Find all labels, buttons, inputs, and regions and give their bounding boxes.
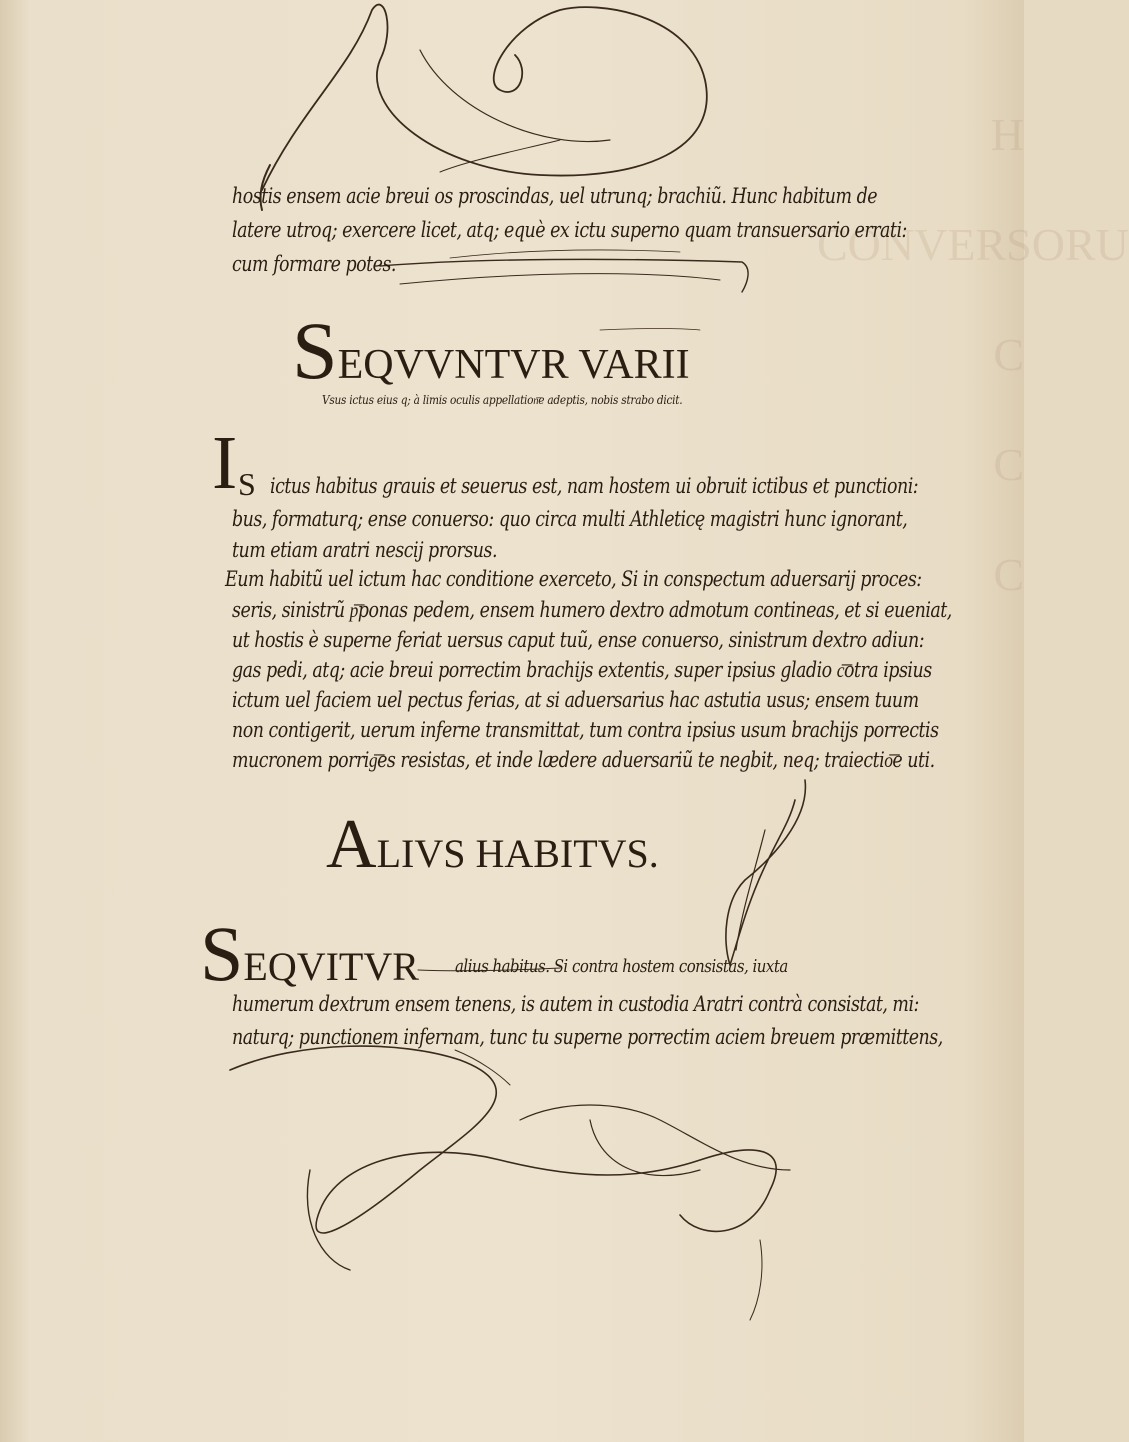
heading-caption: Vsus ictus eius q; à limis oculis appellation͞e adeptis, nobis strabo dicit.	[322, 393, 683, 407]
underline-flourish-1	[380, 259, 748, 292]
para1-line-6: ut hostis è superne feriat uersus caput tuũ, ense conuerso, sinistrum dextro adiun:	[232, 628, 925, 652]
para1-line-4: Eum habitũ uel ictum hac conditione exerceto, Si in conspectum aduersarij proces:	[225, 567, 922, 591]
para2-line-2: humerum dextrum ensem tenens, is autem in custodia Aratri contrà consistat, mi:	[232, 992, 919, 1016]
heading-alius-rest: LIVS HABITVS.	[376, 831, 659, 876]
para1-line-8: ictum uel faciem uel pectus ferias, at si aduersarius hac astutia usus; ensem tuum	[232, 688, 919, 712]
heading-alius-cap: A	[326, 806, 377, 883]
para1-line-1: ictus habitus grauis et seuerus est, nam hostem ui obruit ictibus et punctioni:	[270, 474, 919, 498]
para2-line-3: naturq; punctionem infernam, tunc tu superne porrectim aciem breuem præmittens,	[232, 1025, 943, 1049]
top-flourish	[262, 5, 707, 190]
para1-line-9: non contigerit, uerum inferne transmittat, tum contra ipsius usum brachijs porrectis	[232, 718, 939, 742]
para1-line-5: seris, sinistrũ p͞ponas pedem, ensem humero dextro admotum contineas, et si eueniat,	[232, 598, 952, 622]
text-line-top-3: cum formare potes.	[232, 252, 396, 276]
heading-sequitur	[200, 910, 419, 997]
bottom-flourish	[230, 1046, 776, 1233]
dropcap-i: I	[212, 421, 238, 505]
para1-line-10: mucronem porrig͞es resistas, et inde lædere aduersariũ te negbit, neq; traiectio͞e uti.	[232, 748, 935, 772]
heading-sequuntur-cap: S	[292, 305, 338, 396]
right-swash	[726, 780, 806, 965]
text-line-top-2: latere utroq; exercere licet, atq; equè ex ictu superno quam transuersario errati:	[232, 218, 907, 242]
para1-line-7: gas pedi, atq; acie breui porrectim brachijs extentis, super ipsius gladio c͞otra ipsius	[232, 658, 932, 682]
cap-s: S	[238, 466, 256, 502]
para1-line-3: tum etiam aratri nescij prorsus.	[232, 538, 498, 562]
heading-sequuntur-rest: EQVVNTVR VARII	[337, 342, 690, 388]
heading-sequitur-rest: EQVITVR	[243, 944, 419, 989]
heading-sequitur-cap: S	[200, 910, 244, 997]
heading-alius-habitus	[326, 806, 659, 883]
para1-line-2: bus, formaturq; ense conuerso: quo circa multi Athleticę magistri hunc ignorant,	[232, 507, 908, 531]
heading-sequuntur	[292, 305, 690, 396]
para2-line-1: alius habitus. Si contra hostem consistas, iuxta	[455, 956, 788, 977]
bleed-through-text: H CONVERSORU C C C	[817, 109, 1129, 600]
text-line-top-1: hostis ensem acie breui os proscindas, uel utrunq; brachiũ. Hunc habitum de	[232, 184, 878, 208]
